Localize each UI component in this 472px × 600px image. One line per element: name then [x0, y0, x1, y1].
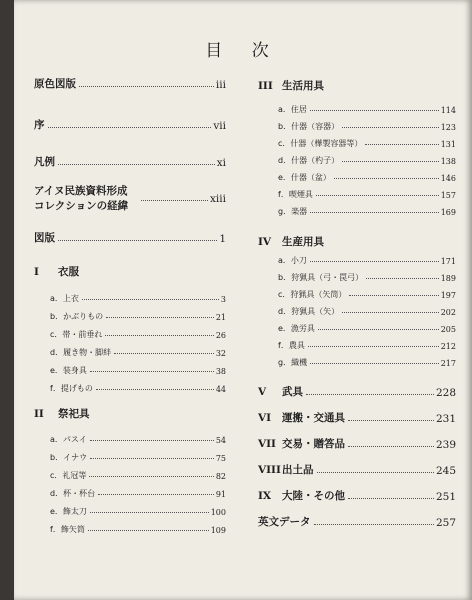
toc-entry-color-plates[interactable]	[34, 76, 226, 91]
page-number: 123	[440, 123, 456, 132]
entry-label	[258, 410, 345, 425]
page-number: 205	[440, 325, 456, 334]
entry-label: d．什器（杓子）	[278, 156, 340, 165]
entry-label: e．飾太刀	[50, 507, 87, 516]
page-number: vii	[213, 120, 226, 132]
dot-leader	[141, 200, 208, 201]
section-heading-ritual: II 祭祀具	[34, 408, 90, 420]
entry-label: 大陸・その他	[282, 490, 345, 502]
dot-leader	[90, 371, 214, 372]
dot-leader	[90, 458, 214, 459]
toc-item[interactable]	[278, 306, 456, 317]
toc-item[interactable]	[50, 311, 226, 322]
toc-item[interactable]	[278, 289, 456, 300]
entry-label	[258, 488, 345, 503]
toc-item[interactable]	[278, 255, 456, 266]
dot-leader	[310, 212, 439, 213]
page-number: 146	[440, 174, 456, 183]
toc-item[interactable]	[50, 365, 226, 376]
toc-entry-plates[interactable]	[34, 230, 226, 245]
entry-label: 交易・贈答品	[282, 438, 345, 450]
entry-label: b．かぶりもの	[50, 312, 104, 321]
page-number: 157	[440, 191, 456, 200]
page-number: 231	[435, 413, 456, 425]
toc-entry-english-data[interactable]	[258, 514, 456, 529]
dot-leader	[334, 178, 439, 179]
page-number: 75	[215, 454, 226, 463]
page-title: 目 次	[205, 41, 281, 61]
dot-leader	[88, 530, 209, 531]
toc-item[interactable]	[278, 272, 456, 283]
dot-leader	[310, 261, 439, 262]
dot-leader	[317, 472, 434, 473]
entry-label: d．杯・杯台	[50, 489, 96, 498]
section-heading-production-tools: IV 生産用具	[258, 236, 324, 248]
page-number: 32	[215, 349, 226, 358]
entry-label: VI	[258, 412, 272, 424]
toc-item[interactable]	[50, 488, 226, 499]
dot-leader	[310, 363, 439, 364]
toc-item[interactable]	[278, 206, 456, 217]
page-number: 257	[435, 517, 456, 529]
toc-entry-preface[interactable]	[34, 117, 226, 132]
dot-leader	[90, 512, 209, 513]
page-number: 189	[440, 274, 456, 283]
entry-label: f．喫煙具	[278, 190, 313, 199]
entry-label: 序	[34, 119, 45, 131]
entry-label: g．織機	[278, 358, 308, 367]
page-number: 228	[435, 387, 456, 399]
toc-item[interactable]	[50, 470, 226, 481]
entry-label: V	[258, 386, 267, 398]
page-number: 3	[220, 295, 226, 304]
page-number: 82	[215, 472, 226, 481]
page-number: 44	[215, 385, 226, 394]
entry-label: a．上衣	[50, 294, 79, 303]
page-number: 197	[440, 291, 456, 300]
entry-label: c．什器（樺製容器等）	[278, 139, 363, 148]
entry-label: d．狩猟具（矢）	[278, 307, 340, 316]
page-number: xiii	[210, 193, 226, 205]
dot-leader	[48, 127, 212, 128]
page-number: 239	[435, 439, 456, 451]
entry-label: c．狩猟具（矢筒）	[278, 290, 347, 299]
dot-leader	[366, 278, 439, 279]
dot-leader	[106, 317, 214, 318]
toc-item[interactable]	[278, 323, 456, 334]
entry-label: g．楽器	[278, 207, 308, 216]
toc-entry-weapons[interactable]	[258, 384, 456, 399]
section-heading-clothing: I 衣服	[34, 266, 79, 278]
dot-leader	[348, 446, 434, 447]
toc-entry-trade-gifts[interactable]	[258, 436, 456, 451]
page-number: 217	[440, 359, 456, 368]
entry-label	[258, 462, 314, 477]
entry-label: IX	[258, 490, 272, 502]
entry-label: VII	[258, 438, 276, 450]
toc-item[interactable]	[278, 172, 456, 183]
page-number: 114	[440, 106, 456, 115]
page-number: 21	[215, 313, 226, 322]
toc-item[interactable]	[278, 155, 456, 166]
ainu-title-line1: アイヌ民族資料形成	[34, 185, 128, 197]
page-number: xi	[216, 157, 226, 169]
page-number: 109	[210, 526, 226, 535]
entry-label: b．狩猟具（弓・罠弓）	[278, 273, 364, 282]
toc-item[interactable]	[278, 357, 456, 368]
dot-leader	[79, 86, 214, 87]
dot-leader	[349, 295, 438, 296]
dot-leader	[89, 476, 213, 477]
entry-label	[258, 384, 303, 399]
entry-label: a．パスイ	[50, 435, 87, 444]
dot-leader	[365, 144, 438, 145]
dot-leader	[314, 524, 434, 525]
entry-label: 原色図版	[34, 78, 76, 90]
toc-item[interactable]	[278, 138, 456, 149]
entry-label: f．農具	[278, 341, 305, 350]
toc-entry-transport[interactable]	[258, 410, 456, 425]
page-number: 91	[215, 490, 226, 499]
entry-label: 凡例	[34, 156, 55, 168]
dot-leader	[348, 420, 434, 421]
entry-label	[258, 436, 345, 451]
dot-leader	[342, 312, 439, 313]
toc-item[interactable]	[50, 347, 226, 358]
toc-entry-continent-other[interactable]	[258, 488, 456, 503]
toc-item[interactable]	[50, 329, 226, 340]
entry-label: c．礼冠等	[50, 471, 87, 480]
dot-leader	[310, 110, 439, 111]
toc-item[interactable]	[278, 121, 456, 132]
entry-label: 英文データ	[258, 516, 311, 528]
page-number: 212	[440, 342, 456, 351]
dot-leader	[96, 389, 214, 390]
entry-label: 運搬・交通具	[282, 412, 345, 424]
toc-entry-ainu-collection[interactable]	[34, 184, 128, 214]
page-number: 171	[440, 257, 456, 266]
dot-leader	[342, 161, 439, 162]
entry-label: 武具	[282, 386, 303, 398]
dot-leader	[318, 329, 439, 330]
entry-label: VIII	[258, 464, 281, 476]
page-number: 251	[435, 491, 456, 503]
page-number: iii	[215, 79, 226, 91]
page-number: 169	[440, 208, 456, 217]
page-number: 1	[219, 233, 226, 245]
toc-item[interactable]	[50, 506, 226, 517]
section-heading-daily-tools: III 生活用具	[258, 80, 324, 92]
dot-leader	[114, 353, 214, 354]
toc-item[interactable]	[50, 524, 226, 535]
dot-leader	[306, 394, 434, 395]
page-number: 54	[215, 436, 226, 445]
dot-leader	[342, 127, 439, 128]
dot-leader	[82, 299, 219, 300]
dot-leader	[58, 240, 217, 241]
entry-label: b．什器（容器）	[278, 122, 340, 131]
page-number: 38	[215, 367, 226, 376]
toc-entry-ainu-page	[138, 193, 226, 205]
dot-leader	[308, 346, 439, 347]
toc-item[interactable]	[278, 189, 456, 200]
dot-leader	[58, 164, 215, 165]
entry-label: f．提げもの	[50, 384, 93, 393]
entry-label: b．イナウ	[50, 453, 88, 462]
book-page	[14, 0, 472, 600]
toc-item[interactable]	[50, 452, 226, 463]
page-number: 100	[210, 508, 226, 517]
toc-entry-excavated[interactable]	[258, 462, 456, 477]
entry-label: c．帯・前垂れ	[50, 330, 103, 339]
page-number: 138	[440, 157, 456, 166]
page-number: 202	[440, 308, 456, 317]
toc-entry-notes[interactable]	[34, 154, 226, 169]
entry-label: 図版	[34, 232, 55, 244]
toc-item[interactable]	[50, 434, 226, 445]
page-number: 26	[215, 331, 226, 340]
entry-label: f．飾矢筒	[50, 525, 85, 534]
entry-label: d．履き物・脚絆	[50, 348, 112, 357]
toc-item[interactable]	[278, 340, 456, 351]
dot-leader	[105, 335, 213, 336]
entry-label: e．装身具	[50, 366, 87, 375]
entry-label: a．小刀	[278, 256, 307, 265]
ainu-title-line2: コレクションの経緯	[34, 200, 129, 212]
entry-label: a．住居	[278, 105, 307, 114]
dot-leader	[316, 195, 439, 196]
toc-item[interactable]	[278, 104, 456, 115]
entry-label: e．漁労具	[278, 324, 315, 333]
page-number: 131	[440, 140, 456, 149]
dot-leader	[98, 494, 214, 495]
toc-item[interactable]	[50, 293, 226, 304]
dot-leader	[90, 440, 214, 441]
entry-label: e．什器（盆）	[278, 173, 331, 182]
dot-leader	[348, 498, 434, 499]
page-number: 245	[435, 465, 456, 477]
toc-item[interactable]	[50, 383, 226, 394]
entry-label: 出土品	[282, 464, 314, 476]
